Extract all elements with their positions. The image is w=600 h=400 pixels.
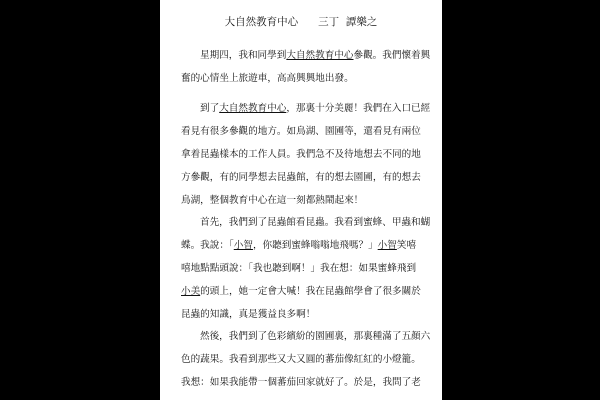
document-title: 大自然教育中心 — [224, 16, 299, 28]
text-line — [181, 67, 421, 90]
text-segment: ，你聽到蜜蜂嗡嗡地飛嗎？」 — [252, 240, 378, 251]
text-segment: 奮的心情坐上旅遊車，高高興興地出發。 — [181, 73, 354, 84]
text-segment: 拿着昆蟲樣本的工作人員。我們急不及待地想去不同的地 — [181, 149, 421, 160]
text-line — [181, 303, 421, 326]
text-line — [181, 44, 431, 67]
text-line — [181, 189, 421, 212]
text-line — [181, 325, 431, 348]
text-segment: 參觀。我們懷着興 — [353, 50, 431, 61]
text-line — [181, 257, 421, 280]
text-line — [181, 234, 421, 257]
text-segment: 嘻地點點頭說：「我也聽到啊！」我在想：如果蜜蜂飛到 — [181, 263, 417, 274]
text-segment: 到了 — [200, 103, 220, 114]
text-line — [181, 211, 431, 234]
underlined-name: 小智 — [233, 240, 253, 251]
text-segment: ，那裏十分美麗！我們在入口已經 — [286, 103, 431, 114]
text-segment: 首先，我們到了昆蟲館看昆蟲。我看到蜜蜂、甲蟲和蝴 — [200, 217, 431, 228]
text-line — [181, 348, 421, 371]
text-segment: 鳥湖，整個教育中心在這一刻都熱鬧起來！ — [181, 195, 364, 206]
paragraph-3 — [181, 211, 431, 326]
paragraph-4 — [181, 325, 431, 394]
text-line — [181, 371, 421, 394]
paragraph-2 — [181, 97, 431, 212]
underlined-name: 小智 — [377, 240, 397, 251]
text-segment: 笑嘻 — [396, 240, 417, 251]
underlined-name: 大自然教育中心 — [219, 103, 287, 114]
text-segment: 色的蔬果。我看到那些又大又圓的蕃茄像紅紅的小燈籠。 — [181, 354, 421, 365]
text-line — [181, 143, 421, 166]
document-author: 三丁 譚樂之 — [318, 16, 378, 28]
text-segment: 方參觀，有的同學想去昆蟲館，有的想去園圃，有的想去 — [181, 172, 421, 183]
text-segment: 蝶。我說：「 — [181, 240, 234, 251]
paragraph-1 — [181, 44, 431, 90]
document-page — [160, 0, 442, 400]
text-line — [181, 120, 421, 143]
text-segment: 看見有很多參觀的地方。如鳥湖、園圃等，還看見有兩位 — [181, 126, 421, 137]
text-line — [181, 280, 421, 303]
text-segment: 的頭上，她一定會大喊！我在昆蟲館學會了很多關於 — [200, 286, 421, 297]
text-segment: 昆蟲的知識，真是獲益良多啊！ — [181, 309, 316, 320]
text-segment: 然後，我們到了色彩繽紛的園圃裏，那裏種滿了五顏六 — [200, 331, 431, 342]
text-line — [181, 166, 421, 189]
text-segment: 星期四，我和同學到 — [200, 50, 287, 61]
text-line — [181, 97, 431, 120]
underlined-name: 大自然教育中心 — [286, 50, 354, 61]
underlined-name: 小美 — [181, 286, 201, 297]
document-title-line — [160, 15, 442, 29]
text-segment: 我想：如果我能帶一個蕃茄回家就好了。於是，我問了老 — [181, 377, 421, 388]
